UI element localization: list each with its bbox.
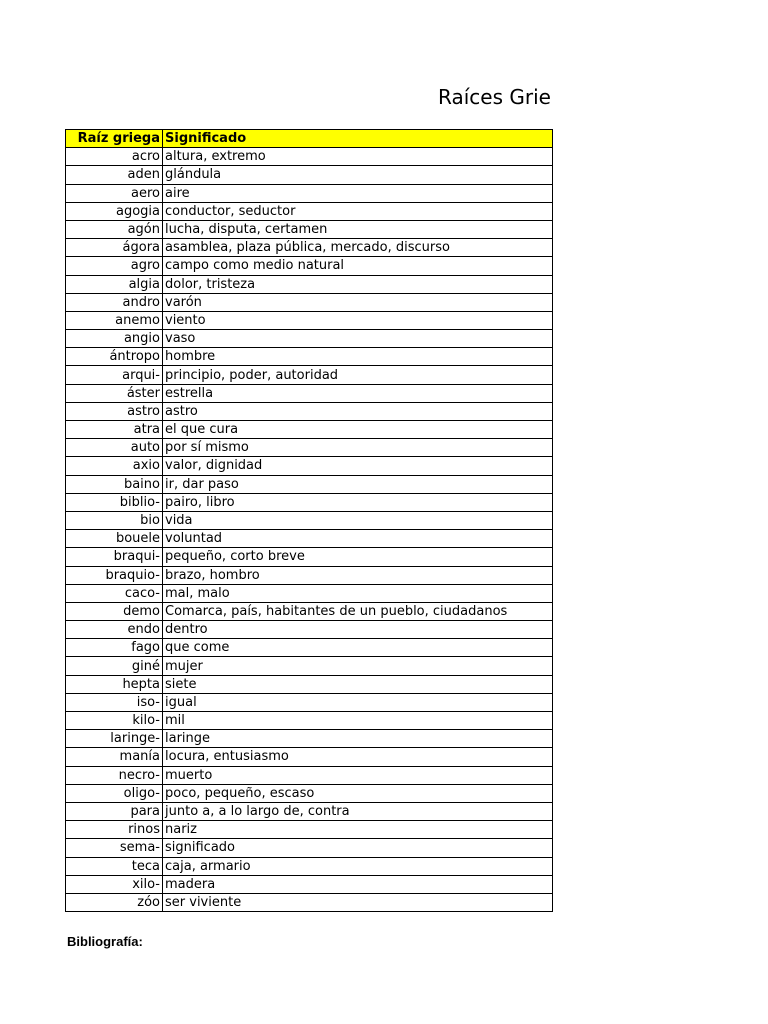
greek-roots-table (65, 129, 553, 912)
column-header-meaning: Significado (163, 130, 553, 148)
root-cell: sema- (66, 839, 163, 857)
root-cell: atra (66, 421, 163, 439)
root-cell: fago (66, 639, 163, 657)
table-row (66, 602, 553, 620)
table-row (66, 766, 553, 784)
root-cell: xilo- (66, 875, 163, 893)
root-cell: laringe- (66, 730, 163, 748)
table-row (66, 875, 553, 893)
table-row (66, 384, 553, 402)
root-cell: braqui- (66, 548, 163, 566)
table-row (66, 366, 553, 384)
table-row (66, 730, 553, 748)
meaning-cell: dentro (163, 621, 553, 639)
root-cell: biblio- (66, 493, 163, 511)
meaning-cell: siete (163, 675, 553, 693)
root-cell: arqui- (66, 366, 163, 384)
table-row (66, 693, 553, 711)
meaning-cell: caja, armario (163, 857, 553, 875)
meaning-cell: mil (163, 712, 553, 730)
table-row (66, 839, 553, 857)
page-title: Raíces Grie (438, 85, 551, 109)
root-cell: astro (66, 402, 163, 420)
table-row (66, 893, 553, 911)
meaning-cell: igual (163, 693, 553, 711)
table-row (66, 275, 553, 293)
meaning-cell: laringe (163, 730, 553, 748)
root-cell: agón (66, 220, 163, 238)
root-cell: ántropo (66, 348, 163, 366)
root-cell: manía (66, 748, 163, 766)
root-cell: demo (66, 602, 163, 620)
table-row (66, 712, 553, 730)
table-row (66, 566, 553, 584)
root-cell: algia (66, 275, 163, 293)
table-row (66, 821, 553, 839)
root-cell: para (66, 802, 163, 820)
meaning-cell: pairo, libro (163, 493, 553, 511)
meaning-cell: lucha, disputa, certamen (163, 220, 553, 238)
meaning-cell: astro (163, 402, 553, 420)
root-cell: andro (66, 293, 163, 311)
meaning-cell: altura, extremo (163, 148, 553, 166)
bibliography-label: Bibliografía: (67, 934, 143, 949)
table-row (66, 621, 553, 639)
meaning-cell: locura, entusiasmo (163, 748, 553, 766)
meaning-cell: vaso (163, 330, 553, 348)
root-cell: teca (66, 857, 163, 875)
root-cell: áster (66, 384, 163, 402)
table-row (66, 402, 553, 420)
root-cell: rinos (66, 821, 163, 839)
root-cell: axio (66, 457, 163, 475)
table-row (66, 457, 553, 475)
table-body (66, 148, 553, 912)
meaning-cell: principio, poder, autoridad (163, 366, 553, 384)
table-row (66, 239, 553, 257)
root-cell: aden (66, 166, 163, 184)
root-cell: kilo- (66, 712, 163, 730)
root-cell: giné (66, 657, 163, 675)
root-cell: iso- (66, 693, 163, 711)
root-cell: agogia (66, 202, 163, 220)
table-row (66, 748, 553, 766)
root-cell: necro- (66, 766, 163, 784)
root-cell: agro (66, 257, 163, 275)
table-row (66, 148, 553, 166)
root-cell: braquio- (66, 566, 163, 584)
meaning-cell: muerto (163, 766, 553, 784)
meaning-cell: el que cura (163, 421, 553, 439)
table-row (66, 493, 553, 511)
meaning-cell: valor, dignidad (163, 457, 553, 475)
table-row (66, 330, 553, 348)
table-row (66, 675, 553, 693)
meaning-cell: nariz (163, 821, 553, 839)
root-cell: auto (66, 439, 163, 457)
meaning-cell: varón (163, 293, 553, 311)
table-row (66, 639, 553, 657)
table-row (66, 348, 553, 366)
root-cell: hepta (66, 675, 163, 693)
meaning-cell: hombre (163, 348, 553, 366)
meaning-cell: mal, malo (163, 584, 553, 602)
table-row (66, 802, 553, 820)
table-row (66, 421, 553, 439)
root-cell: bio (66, 511, 163, 529)
table-row (66, 657, 553, 675)
meaning-cell: madera (163, 875, 553, 893)
root-cell: endo (66, 621, 163, 639)
meaning-cell: Comarca, país, habitantes de un pueblo, ciudadanos (163, 602, 553, 620)
root-cell: caco- (66, 584, 163, 602)
meaning-cell: conductor, seductor (163, 202, 553, 220)
table-row (66, 202, 553, 220)
root-cell: anemo (66, 311, 163, 329)
meaning-cell: campo como medio natural (163, 257, 553, 275)
meaning-cell: que come (163, 639, 553, 657)
table-row (66, 257, 553, 275)
meaning-cell: significado (163, 839, 553, 857)
table-row (66, 857, 553, 875)
meaning-cell: vida (163, 511, 553, 529)
meaning-cell: aire (163, 184, 553, 202)
table-header-row (66, 130, 553, 148)
meaning-cell: ir, dar paso (163, 475, 553, 493)
meaning-cell: por sí mismo (163, 439, 553, 457)
root-cell: oligo- (66, 784, 163, 802)
root-cell: zóo (66, 893, 163, 911)
meaning-cell: dolor, tristeza (163, 275, 553, 293)
table-row (66, 293, 553, 311)
table-row (66, 784, 553, 802)
meaning-cell: voluntad (163, 530, 553, 548)
table-row (66, 220, 553, 238)
table-row (66, 166, 553, 184)
table-row (66, 311, 553, 329)
root-cell: baino (66, 475, 163, 493)
table-row (66, 184, 553, 202)
root-cell: angio (66, 330, 163, 348)
meaning-cell: ser viviente (163, 893, 553, 911)
table-row (66, 530, 553, 548)
root-cell: ágora (66, 239, 163, 257)
meaning-cell: poco, pequeño, escaso (163, 784, 553, 802)
column-header-root: Raíz griega (66, 130, 163, 148)
root-cell: acro (66, 148, 163, 166)
table-row (66, 439, 553, 457)
meaning-cell: glándula (163, 166, 553, 184)
meaning-cell: mujer (163, 657, 553, 675)
meaning-cell: pequeño, corto breve (163, 548, 553, 566)
table-row (66, 511, 553, 529)
table-row (66, 584, 553, 602)
meaning-cell: junto a, a lo largo de, contra (163, 802, 553, 820)
meaning-cell: brazo, hombro (163, 566, 553, 584)
table-row (66, 548, 553, 566)
table-row (66, 475, 553, 493)
root-cell: aero (66, 184, 163, 202)
meaning-cell: viento (163, 311, 553, 329)
root-cell: bouele (66, 530, 163, 548)
meaning-cell: asamblea, plaza pública, mercado, discurso (163, 239, 553, 257)
meaning-cell: estrella (163, 384, 553, 402)
